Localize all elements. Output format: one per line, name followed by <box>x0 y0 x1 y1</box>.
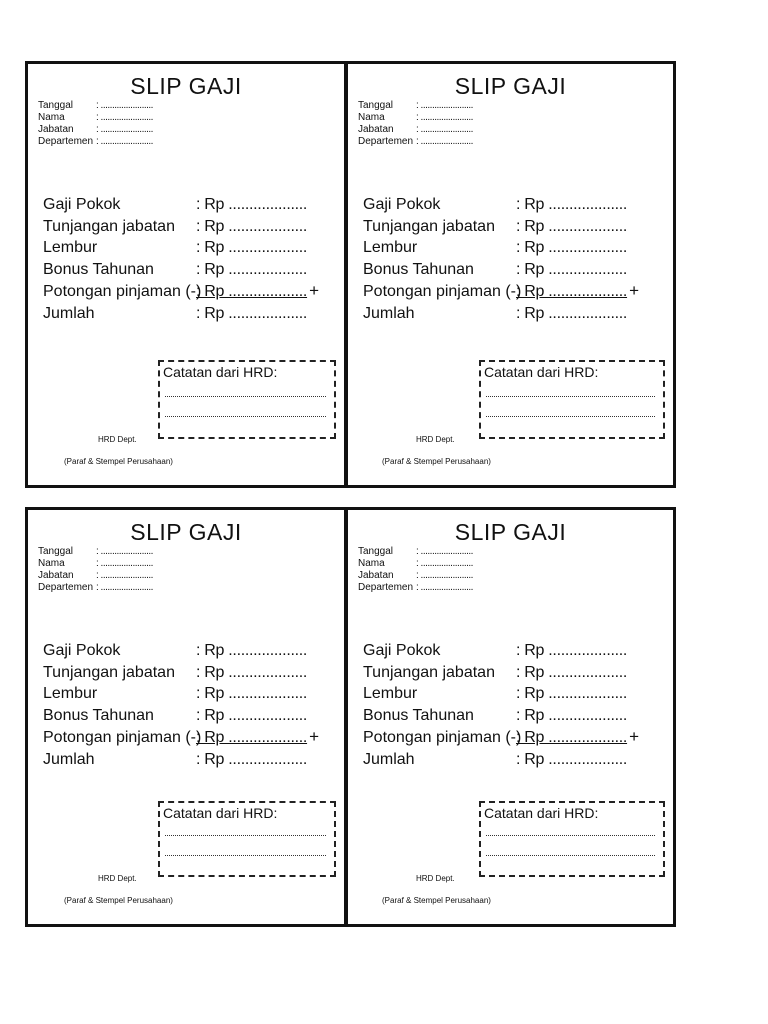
slip-title: SLIP GAJI <box>454 519 567 545</box>
salary-row-overtime <box>363 237 639 259</box>
notes-line <box>165 835 326 836</box>
info-row-date <box>358 100 473 112</box>
hrd-dept-label: HRD Dept. <box>416 435 455 444</box>
salary-row-basic <box>43 640 319 662</box>
hrd-notes-box[interactable] <box>158 360 336 439</box>
employee-info <box>38 100 153 148</box>
slip-title: SLIP GAJI <box>454 73 567 99</box>
salary-value[interactable]: : Rp ................... <box>196 260 308 278</box>
hrd-notes-box[interactable] <box>479 801 665 877</box>
salary-value[interactable]: : Rp ................... <box>196 217 308 235</box>
signature-note: (Paraf & Stempel Perusahaan) <box>382 457 491 466</box>
salary-slip-4 <box>345 507 676 927</box>
salary-value[interactable]: : Rp ................... <box>196 304 308 322</box>
salary-label: Lembur <box>363 239 418 256</box>
info-row-date <box>38 546 153 558</box>
salary-label: Gaji Pokok <box>43 196 121 213</box>
salary-row-bonus <box>363 259 639 281</box>
info-row-position <box>358 124 473 136</box>
info-value[interactable]: : ....................... <box>96 558 153 569</box>
salary-label: Gaji Pokok <box>363 642 441 659</box>
info-value[interactable]: : ....................... <box>96 582 153 593</box>
salary-label: Lembur <box>43 239 98 256</box>
notes-line <box>165 416 326 417</box>
salary-label: Bonus Tahunan <box>363 260 474 278</box>
salary-value[interactable]: : Rp ................... <box>196 729 308 746</box>
salary-value[interactable]: : Rp ................... <box>516 196 628 213</box>
salary-items <box>43 640 319 770</box>
info-row-date <box>358 546 473 558</box>
info-label: Jabatan <box>38 570 74 581</box>
info-label: Nama <box>358 558 385 569</box>
salary-items <box>363 194 639 324</box>
salary-value[interactable]: : Rp ................... <box>516 729 628 746</box>
info-value[interactable]: : ....................... <box>96 546 153 557</box>
salary-row-basic <box>43 194 319 216</box>
plus-sign: + <box>309 727 319 746</box>
salary-row-total <box>363 303 639 325</box>
info-label: Departemen <box>358 582 414 593</box>
salary-value[interactable]: : Rp ................... <box>196 642 308 659</box>
salary-label: Gaji Pokok <box>363 196 441 213</box>
info-label: Tanggal <box>358 546 394 557</box>
notes-line <box>486 416 655 417</box>
info-value[interactable]: : ....................... <box>416 546 473 557</box>
salary-value[interactable]: : Rp ................... <box>516 283 628 300</box>
salary-value[interactable]: : Rp ................... <box>516 642 628 659</box>
salary-label: Gaji Pokok <box>43 642 121 659</box>
salary-label: Potongan pinjaman (-) <box>43 729 202 746</box>
signature-note: (Paraf & Stempel Perusahaan) <box>64 896 173 905</box>
salary-slip-2 <box>345 61 676 488</box>
salary-value[interactable]: : Rp ................... <box>196 283 308 300</box>
info-label: Tanggal <box>38 100 74 111</box>
hrd-notes-box[interactable] <box>158 801 336 877</box>
salary-label: Potongan pinjaman (-) <box>363 283 522 300</box>
salary-label: Tunjangan jabatan <box>363 663 495 681</box>
hrd-dept-label: HRD Dept. <box>416 874 455 883</box>
info-row-name <box>358 558 473 570</box>
info-label: Departemen <box>38 136 94 147</box>
info-label: Tanggal <box>38 546 74 557</box>
salary-row-basic <box>363 194 639 216</box>
info-row-position <box>358 570 473 582</box>
salary-row-overtime <box>363 683 639 705</box>
salary-label: Lembur <box>363 685 418 702</box>
salary-label: Potongan pinjaman (-) <box>363 729 522 746</box>
salary-label: Jumlah <box>43 750 95 768</box>
info-value[interactable]: : ....................... <box>96 100 153 111</box>
signature-note: (Paraf & Stempel Perusahaan) <box>382 896 491 905</box>
salary-value[interactable]: : Rp ................... <box>516 260 628 278</box>
salary-label: Jumlah <box>363 750 415 768</box>
employee-info <box>38 546 153 594</box>
salary-row-deduction <box>363 280 639 303</box>
salary-value[interactable]: : Rp ................... <box>516 685 628 702</box>
info-label: Jabatan <box>358 124 394 135</box>
salary-row-allowance <box>363 216 639 238</box>
salary-row-allowance <box>43 216 319 238</box>
info-label: Jabatan <box>358 570 394 581</box>
salary-label: Tunjangan jabatan <box>363 217 495 235</box>
salary-value[interactable]: : Rp ................... <box>196 196 308 213</box>
salary-label: Bonus Tahunan <box>363 706 474 724</box>
salary-row-bonus <box>43 705 319 727</box>
info-label: Nama <box>358 112 385 123</box>
info-value[interactable]: : ....................... <box>416 124 473 135</box>
info-value[interactable]: : ....................... <box>416 100 473 111</box>
plus-sign: + <box>629 727 639 746</box>
info-value[interactable]: : ....................... <box>96 112 153 123</box>
info-row-name <box>38 558 153 570</box>
salary-items <box>363 640 639 770</box>
notes-line <box>486 835 655 836</box>
info-value[interactable]: : ....................... <box>96 124 153 135</box>
salary-label: Tunjangan jabatan <box>43 217 175 235</box>
notes-line <box>486 855 655 856</box>
salary-row-deduction <box>43 726 319 749</box>
hrd-notes-box[interactable] <box>479 360 665 439</box>
info-row-date <box>38 100 153 112</box>
info-value[interactable]: : ....................... <box>416 136 473 147</box>
info-label: Departemen <box>358 136 414 147</box>
info-row-position <box>38 124 153 136</box>
salary-value[interactable]: : Rp ................... <box>516 304 628 322</box>
info-row-department <box>358 136 473 148</box>
plus-sign: + <box>629 281 639 300</box>
salary-row-basic <box>363 640 639 662</box>
info-row-name <box>38 112 153 124</box>
info-value[interactable]: : ....................... <box>96 136 153 147</box>
hrd-dept-label: HRD Dept. <box>98 874 137 883</box>
salary-row-deduction <box>363 726 639 749</box>
salary-row-allowance <box>363 662 639 684</box>
plus-sign: + <box>309 281 319 300</box>
info-label: Jabatan <box>38 124 74 135</box>
info-value[interactable]: : ....................... <box>416 558 473 569</box>
slip-title: SLIP GAJI <box>130 519 242 545</box>
salary-label: Potongan pinjaman (-) <box>43 283 202 300</box>
salary-value[interactable]: : Rp ................... <box>196 663 308 681</box>
info-label: Nama <box>38 112 65 123</box>
info-row-name <box>358 112 473 124</box>
salary-row-total <box>43 749 319 771</box>
info-value[interactable]: : ....................... <box>416 112 473 123</box>
salary-slip-1 <box>25 61 347 488</box>
salary-label: Bonus Tahunan <box>43 260 154 278</box>
salary-label: Tunjangan jabatan <box>43 663 175 681</box>
salary-value[interactable]: : Rp ................... <box>516 706 628 724</box>
notes-line <box>165 396 326 397</box>
slip-title: SLIP GAJI <box>130 73 242 99</box>
info-value[interactable]: : ....................... <box>96 570 153 581</box>
salary-label: Jumlah <box>43 304 95 322</box>
salary-row-overtime <box>43 683 319 705</box>
notes-title: Catatan dari HRD: <box>163 805 278 821</box>
info-row-department <box>358 582 473 594</box>
info-value[interactable]: : ....................... <box>416 582 473 593</box>
notes-title: Catatan dari HRD: <box>484 364 599 380</box>
salary-label: Jumlah <box>363 304 415 322</box>
info-row-department <box>38 582 153 594</box>
salary-value[interactable]: : Rp ................... <box>516 663 628 681</box>
salary-value[interactable]: : Rp ................... <box>516 239 628 256</box>
salary-row-total <box>43 303 319 325</box>
salary-value[interactable]: : Rp ................... <box>196 685 308 702</box>
info-row-position <box>38 570 153 582</box>
salary-row-total <box>363 749 639 771</box>
salary-value[interactable]: : Rp ................... <box>196 239 308 256</box>
salary-items <box>43 194 319 324</box>
notes-line <box>165 855 326 856</box>
salary-value[interactable]: : Rp ................... <box>196 750 308 768</box>
signature-note: (Paraf & Stempel Perusahaan) <box>64 457 173 466</box>
salary-value[interactable]: : Rp ................... <box>516 750 628 768</box>
info-label: Nama <box>38 558 65 569</box>
info-row-department <box>38 136 153 148</box>
info-value[interactable]: : ....................... <box>416 570 473 581</box>
salary-slip-3 <box>25 507 347 927</box>
salary-row-allowance <box>43 662 319 684</box>
salary-row-bonus <box>43 259 319 281</box>
info-label: Departemen <box>38 582 94 593</box>
salary-row-overtime <box>43 237 319 259</box>
employee-info <box>358 546 473 594</box>
salary-row-deduction <box>43 280 319 303</box>
hrd-dept-label: HRD Dept. <box>98 435 137 444</box>
salary-row-bonus <box>363 705 639 727</box>
notes-title: Catatan dari HRD: <box>163 364 278 380</box>
salary-value[interactable]: : Rp ................... <box>516 217 628 235</box>
info-label: Tanggal <box>358 100 394 111</box>
employee-info <box>358 100 473 148</box>
notes-title: Catatan dari HRD: <box>484 805 599 821</box>
salary-label: Lembur <box>43 685 98 702</box>
salary-label: Bonus Tahunan <box>43 706 154 724</box>
notes-line <box>486 396 655 397</box>
salary-value[interactable]: : Rp ................... <box>196 706 308 724</box>
